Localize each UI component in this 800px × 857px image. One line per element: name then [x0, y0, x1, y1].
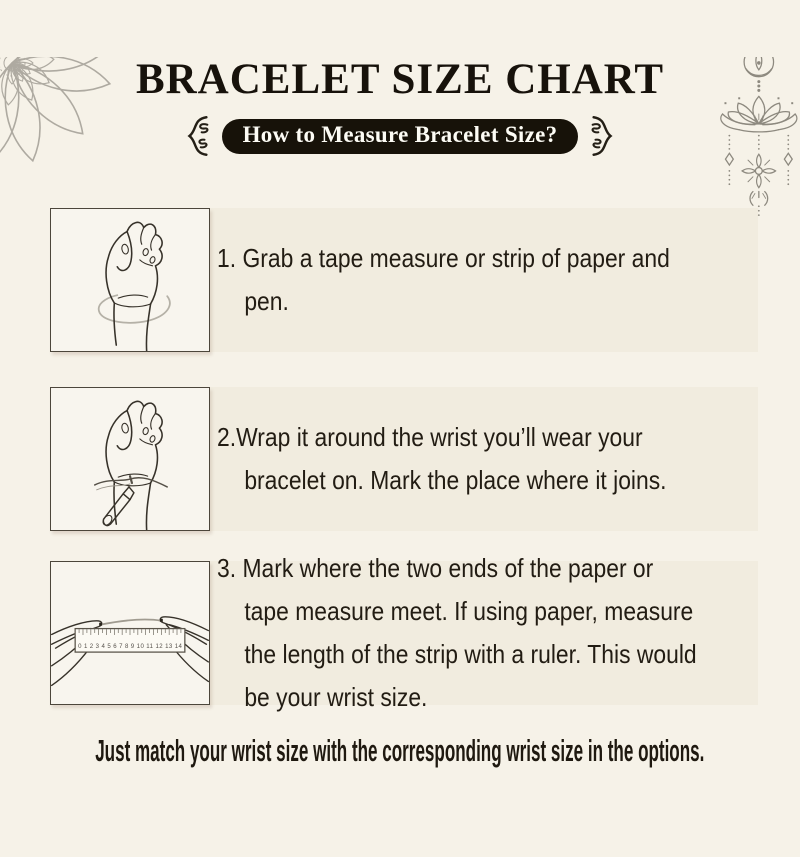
step-row-3 [50, 553, 758, 713]
step-row-1 [50, 208, 758, 352]
step-illustration-2 [50, 387, 210, 531]
ruler-numbers: 0 1 2 3 4 5 6 7 8 9 10 11 12 13 14 [78, 644, 182, 651]
step-text-2: 2.Wrap it around the wrist you’ll wear your bracelet on. Mark the place where it joins. [217, 422, 667, 496]
step-illustration-3 [50, 561, 210, 705]
subtitle-badge: How to Measure Bracelet Size? [222, 119, 579, 154]
fist-with-pen-marking-drawing [51, 388, 209, 530]
subtitle-badge-row [0, 114, 800, 158]
fist-with-bracelet-circle-drawing [51, 209, 209, 351]
steps-list [0, 208, 800, 713]
step-row-2 [50, 387, 758, 531]
hands-with-ruler-drawing [51, 562, 209, 704]
step-text-1: 1. Grab a tape measure or strip of paper and pen. [217, 243, 670, 317]
step-text-3: 3. Mark where the two ends of the paper or tape measure meet. If using paper, measure the length of the strip with a ruler. This would be your wrist size. [217, 553, 697, 713]
page-title: BRACELET SIZE CHART [135, 56, 665, 103]
step-illustration-1 [50, 208, 210, 352]
footer-note-row [0, 733, 800, 769]
flourish-left-icon [182, 114, 212, 158]
flourish-right-icon [588, 114, 618, 158]
footer-note: Just match your wrist size with the corresponding wrist size in the options. [95, 733, 705, 769]
